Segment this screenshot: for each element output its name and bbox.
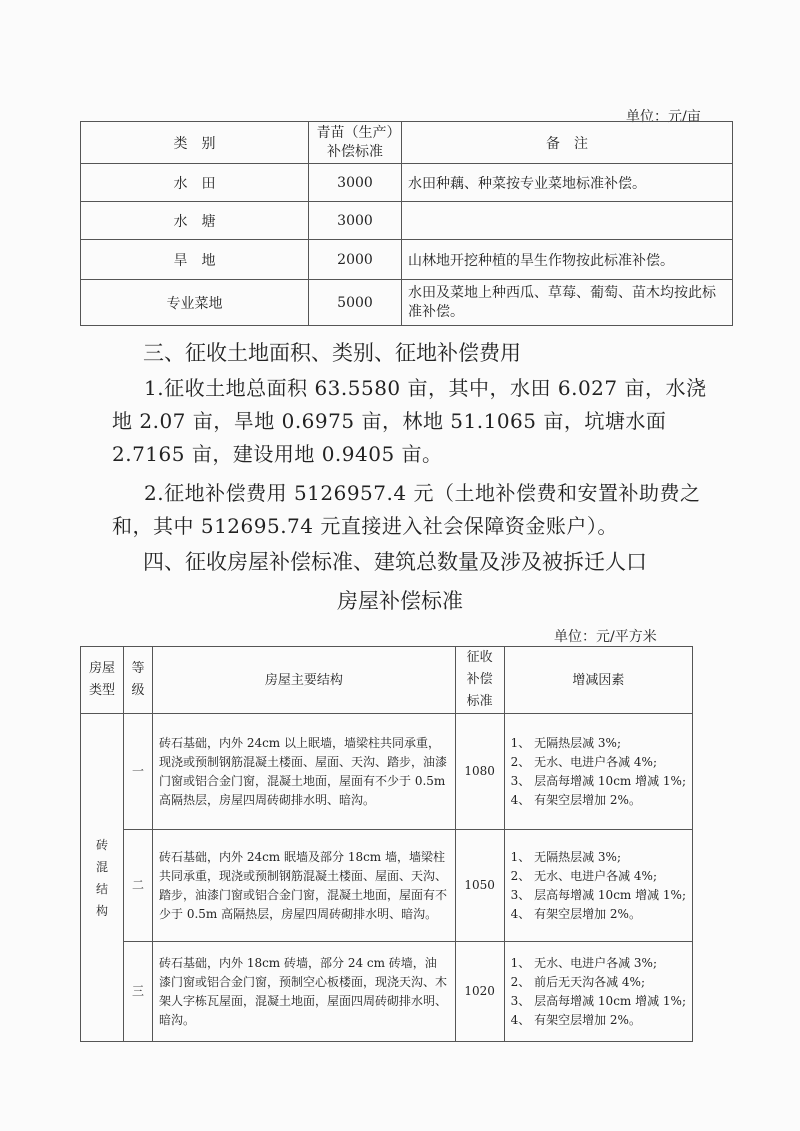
table-row — [81, 714, 693, 830]
table-header-row — [81, 122, 733, 164]
section3-paragraph-1: 1.征收土地总面积 63.5580 亩，其中，水田 6.027 亩，水浇地 2.07 亩，旱地 0.6975 亩，林地 51.1065 亩，坑塘水面 2.7165 亩，建设用地 0.9405 亩。 — [112, 376, 707, 466]
row-category: 水 塘 — [81, 202, 309, 240]
row-category: 专业菜地 — [81, 280, 309, 326]
factors-cell: 1、 无隔热层减 3%; 2、 无水、电进户各减 4%; 3、 层高每增减 10cm 增减 1%; 4、 有架空层增加 2%。 — [504, 830, 692, 942]
header-factors: 增减因素 — [504, 647, 692, 714]
seedling-compensation-table — [80, 121, 733, 326]
header-structure: 房屋主要结构 — [153, 647, 456, 714]
section3-paragraph-2: 2.征地补偿费用 5126957.4 元（土地补偿费和安置补助费之和，其中 512695.74 元直接进入社会保障资金账户）。 — [112, 481, 701, 538]
header-standard: 青苗（生产）补偿标准 — [309, 122, 402, 164]
header-remark: 备 注 — [402, 122, 733, 164]
factors-cell: 1、 无隔热层减 3%; 2、 无水、电进户各减 4%; 3、 层高每增减 10cm 增减 1%; 4、 有架空层增加 2%。 — [504, 714, 692, 830]
grade-cell: 一 — [124, 714, 153, 830]
header-grade: 等级 — [124, 647, 153, 714]
row-standard: 3000 — [309, 202, 402, 240]
header-standard: 征收补偿标准 — [455, 647, 504, 714]
house-standard-title: 房屋补偿标准 — [337, 589, 463, 613]
row-remark: 水田及菜地上种西瓜、草莓、葡萄、苗木均按此标准补偿。 — [402, 280, 733, 326]
row-standard: 3000 — [309, 164, 402, 202]
section4-heading: 四、征收房屋补偿标准、建筑总数量及涉及被拆迁人口 — [143, 550, 647, 574]
house-compensation-table — [80, 646, 693, 1042]
factors-cell: 1、 无水、电进户各减 3%; 2、 前后无天沟各减 4%; 3、 层高每增减 10cm 增减 1%; 4、 有架空层增加 2%。 — [504, 942, 692, 1042]
table-row — [81, 240, 733, 280]
row-standard: 5000 — [309, 280, 402, 326]
table-row — [81, 202, 733, 240]
table2-unit: 单位：元/平方米 — [554, 629, 657, 645]
table-row — [81, 830, 693, 942]
type-cell: 砖混结构 — [81, 714, 124, 1042]
standard-cell: 1020 — [455, 942, 504, 1042]
structure-cell: 砖石基础，内外 24cm 眠墙及部分 18cm 墙，墙梁柱共同承重，现浇或预制钢筋混凝土楼面、屋面、天沟、踏步，油漆门窗或铝合金门窗，混凝土地面，屋面有不少于 0.5m 高隔热层，房屋四周砖砌排水明、暗沟。 — [153, 830, 456, 942]
table-row — [81, 164, 733, 202]
row-standard: 2000 — [309, 240, 402, 280]
section3-heading: 三、征收土地面积、类别、征地补偿费用 — [143, 341, 521, 365]
structure-cell: 砖石基础，内外 24cm 以上眠墙，墙梁柱共同承重，现浇或预制钢筋混凝土楼面、屋面、天沟、踏步，油漆门窗或铝合金门窗，混凝土地面，屋面有不少于 0.5m 高隔热层，房屋四周砖砌排水明、暗沟。 — [153, 714, 456, 830]
table-header-row — [81, 647, 693, 714]
grade-cell: 二 — [124, 830, 153, 942]
grade-cell: 三 — [124, 942, 153, 1042]
table-row — [81, 942, 693, 1042]
standard-cell: 1080 — [455, 714, 504, 830]
standard-cell: 1050 — [455, 830, 504, 942]
table1-unit: 单位：元/亩 — [626, 109, 701, 125]
header-type: 房屋类型 — [81, 647, 124, 714]
structure-cell: 砖石基础，内外 18cm 砖墙，部分 24 cm 砖墙，油漆门窗或铝合金门窗，预制空心板楼面，现浇天沟、木架人字栋瓦屋面，混凝土地面，屋面四周砖砌排水明、暗沟。 — [153, 942, 456, 1042]
row-category: 旱 地 — [81, 240, 309, 280]
table-row — [81, 280, 733, 326]
row-category: 水 田 — [81, 164, 309, 202]
row-remark — [402, 202, 733, 240]
row-remark: 山林地开挖种植的旱生作物按此标准补偿。 — [402, 240, 733, 280]
header-category: 类 别 — [81, 122, 309, 164]
row-remark: 水田种藕、种菜按专业菜地标准补偿。 — [402, 164, 733, 202]
